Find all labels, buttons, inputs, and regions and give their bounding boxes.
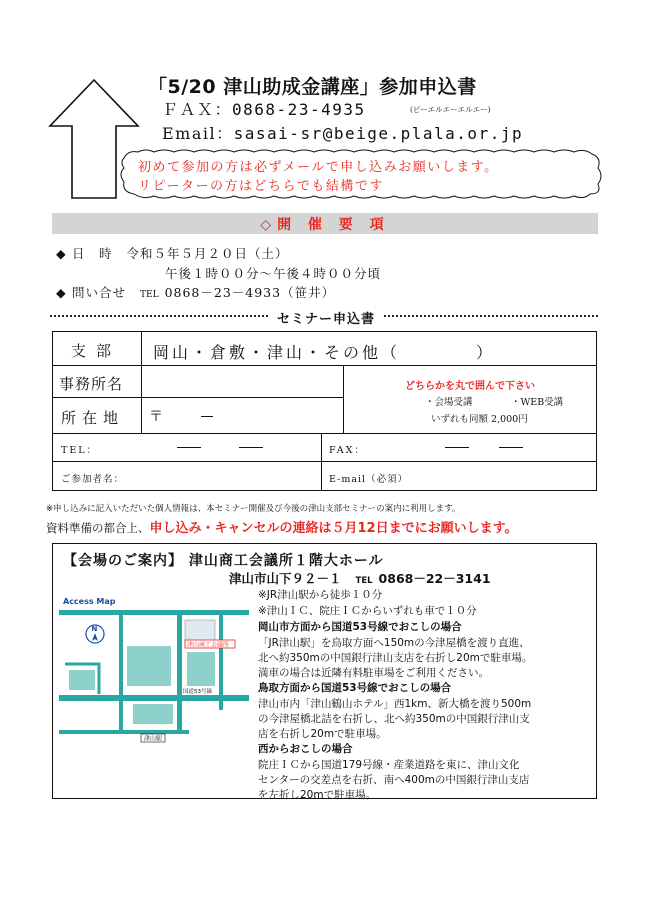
map-title: Access Map — [63, 597, 116, 606]
dotted-rule — [50, 315, 268, 317]
deadline-note — [46, 517, 518, 536]
tel-tag: TEL — [140, 290, 159, 300]
email-address: sasai-sr@beige.plala.or.jp — [233, 124, 524, 143]
form-title: 「5/20 津山助成金講座」参加申込書 — [148, 76, 477, 98]
price-note: いずれも同額 2,000円 — [431, 414, 528, 425]
access-car: ※津山ＩＣ、院庄ＩＣからいずれも車で１０分 — [258, 605, 477, 617]
overview-title: ◇開 催 要 項 — [260, 217, 390, 233]
seminar-divider — [50, 308, 598, 327]
access-train: ※JR津山駅から徒歩１０分 — [258, 589, 383, 601]
inquiry-label: 問い合せ — [71, 285, 126, 300]
seminar-form-title: セミナー申込書 — [276, 312, 375, 327]
deadline-emphasis: 申し込み・キャンセルの連絡は５月12日までにお願いします。 — [149, 521, 518, 536]
directions-line: センターの交差点を右折、南へ400mの中国銀行津山支店 — [258, 774, 530, 786]
bullet-diamond-icon: ◆ — [56, 246, 67, 261]
date-row — [56, 244, 289, 262]
map-north: N — [91, 625, 98, 633]
application-form — [52, 331, 597, 491]
directions-line: を左折し20mで駐車場。 — [258, 789, 377, 801]
access-map — [59, 594, 249, 744]
map-road-label: 国道53号線 — [183, 689, 212, 695]
venue-title: 【会場のご案内】 津山商工会議所１階大ホール — [63, 553, 384, 569]
participant-label: ご参加者名： — [61, 474, 125, 485]
email-line — [162, 121, 523, 144]
fax-number: 0868-23-4935 — [232, 100, 366, 119]
west-heading: 西からおこしの場合 — [258, 743, 353, 755]
bullet-diamond-icon: ◆ — [56, 285, 67, 300]
fax-label: ＦＡＸ： — [162, 100, 233, 119]
notice-repeater: リピーターの方はどちらでも結構です — [138, 179, 384, 194]
email-field[interactable] — [423, 462, 595, 490]
overview-section-bar — [52, 213, 598, 234]
venue-tel: 0868－22－3141 — [378, 571, 491, 586]
branch-options-field[interactable]: 岡山・倉敷・津山・その他（ ） — [153, 343, 496, 362]
postal-mark: 〒 — [149, 409, 163, 425]
map-station-label: 津山駅 — [144, 735, 163, 743]
office-name-field[interactable] — [142, 366, 342, 396]
directions-line: の今津屋橋北詰を右折し、北へ約350mの中国銀行津山支 — [258, 713, 530, 725]
fax-field[interactable] — [379, 434, 595, 460]
map-venue-label: 津山商工会議所 — [187, 641, 230, 649]
date-label: 日 時 — [71, 246, 113, 261]
venue-box — [52, 543, 597, 799]
option-venue[interactable]: ・会場受講 — [425, 397, 473, 408]
notice-first-time: 初めて参加の方は必ずメールで申し込みお願いします。 — [138, 160, 499, 175]
date-value: 令和５年５月２０日（土） — [126, 246, 289, 261]
fax-field-label: FAX： — [329, 445, 366, 456]
directions-line: 院庄ＩＣから国道179号線・産業道路を東に、津山文化 — [258, 759, 520, 771]
branch-label: 支部 — [71, 342, 122, 360]
venue-address — [229, 569, 491, 587]
inquiry-value: 0868－23－4933（笹井） — [164, 285, 336, 300]
directions-line: 満車の場合は近隣有料駐車場をご利用ください。 — [258, 667, 489, 679]
option-web[interactable]: ・WEB受講 — [511, 397, 564, 408]
tel-field[interactable] — [113, 434, 319, 460]
directions-line: 「JR津山駅」を鳥取方面へ150mの今津屋橋を渡り直進、 — [258, 637, 530, 649]
fax-reading: (ビーエルエーエルエー) — [410, 105, 491, 114]
okayama-heading: 岡山市方面から国道53号線でおこしの場合 — [258, 621, 462, 633]
privacy-note: ※申し込みに記入いただいた個人情報は、本セミナー開催及び今後の津山支部セミナーの案内に利用します。 — [46, 504, 461, 514]
directions-line: 北へ約350mの中国銀行津山支店を右折し20mで駐車場。 — [258, 652, 533, 664]
dotted-rule — [384, 315, 598, 317]
directions-line: 津山市内「津山鶴山ホテル」西1km、新大橋を渡り500m — [258, 698, 532, 710]
deadline-prefix: 資料準備の都合上、 — [46, 521, 150, 535]
address-field[interactable] — [142, 398, 342, 432]
venue-street: 津山市山下９２－１ — [229, 571, 342, 586]
tel-label: TEL： — [61, 445, 99, 456]
choose-instruction: どちらかを丸で囲んで下さい — [405, 381, 535, 392]
fax-line — [162, 97, 366, 120]
tottori-heading: 鳥取方面から国道53号線でおこしの場合 — [258, 682, 452, 694]
office-label: 事務所名 — [59, 375, 124, 393]
directions-line: 店を右折し20mで駐車場。 — [258, 728, 387, 740]
inquiry-row — [56, 283, 335, 301]
email-label: Email： — [162, 124, 234, 143]
tel-tag: TEL — [355, 576, 373, 586]
time-value: 午後１時００分～午後４時００分頃 — [165, 266, 382, 281]
email-field-label: E-mail（必須） — [329, 474, 409, 485]
address-label: 所在地 — [61, 409, 125, 427]
participant-field[interactable] — [133, 462, 319, 490]
